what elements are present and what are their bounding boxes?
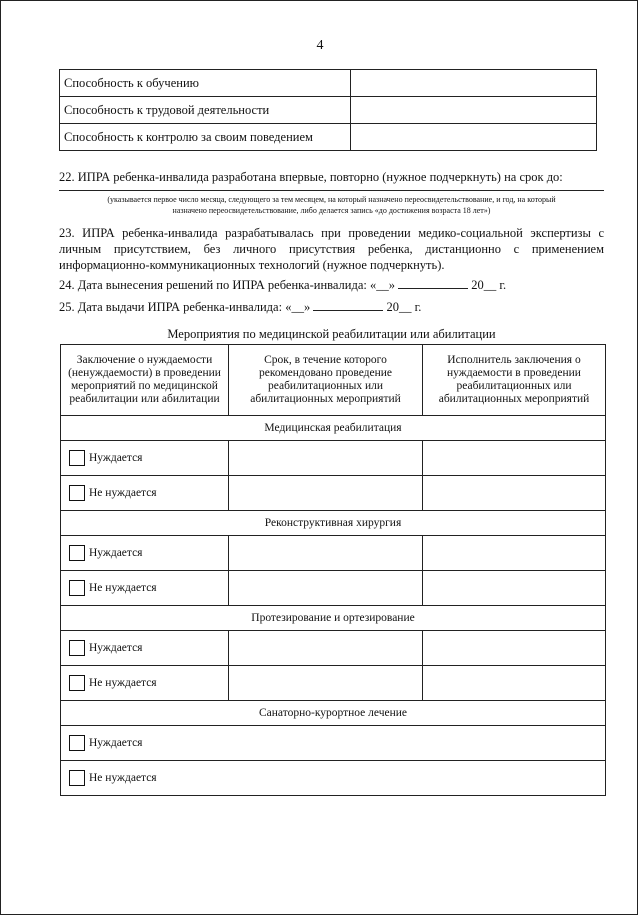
checkbox[interactable] <box>69 770 85 786</box>
item-24 <box>59 276 604 293</box>
option-cell <box>61 476 229 511</box>
section-heading: Реконструктивная хирургия <box>61 511 606 536</box>
option-label: Нуждается <box>89 642 143 654</box>
option-cell <box>61 571 229 606</box>
option-label: Нуждается <box>89 547 143 559</box>
table-row <box>61 726 606 761</box>
executor-field[interactable] <box>423 536 606 571</box>
item-25 <box>59 298 604 315</box>
table-row <box>61 536 606 571</box>
item-25-year-suffix: г. <box>414 300 422 314</box>
option-label: Нуждается <box>89 452 143 464</box>
item-22-note-line1: (указывается первое число месяца, следующего за тем месяцем, на который назначено переосвидетельствование, и год, на который <box>107 195 556 204</box>
option-cell <box>61 536 229 571</box>
term-field[interactable] <box>229 571 423 606</box>
item-22-text: 22. ИПРА ребенка-инвалида разработана впервые, повторно (нужное подчеркнуть) на срок до: <box>59 170 563 184</box>
column-header-term: Срок, в течение которого рекомендовано проведение реабилитационных или абилитационных мероприятий <box>229 345 423 416</box>
abilities-table <box>59 69 597 151</box>
executor-field[interactable] <box>423 631 606 666</box>
checkbox[interactable] <box>69 545 85 561</box>
option-label: Не нуждается <box>89 677 157 689</box>
section-heading: Санаторно-курортное лечение <box>61 701 606 726</box>
section-row <box>61 606 606 631</box>
table-row <box>60 97 597 124</box>
table-row <box>61 571 606 606</box>
item-22-note-line2: назначено переосвидетельствование, либо делается запись «до достижения возраста 18 лет») <box>172 206 491 215</box>
item-24-year-prefix: 20__ <box>471 278 497 292</box>
table-row <box>61 476 606 511</box>
term-field[interactable] <box>229 666 423 701</box>
term-field[interactable] <box>229 631 423 666</box>
ability-label: Способность к контролю за своим поведением <box>60 124 351 151</box>
table-row <box>61 631 606 666</box>
item-23-text: 23. ИПРА ребенка-инвалида разрабатывалась при проведении медико-социальной экспертизы с личным присутствием, без личного присутствия ребенка, дистанционно с применением информационно-коммуникационных технологий (нужное подчеркнуть). <box>59 226 604 272</box>
option-label: Не нуждается <box>89 772 157 784</box>
page-number: 4 <box>316 38 324 53</box>
section-row <box>61 416 606 441</box>
item-25-year-prefix: 20__ <box>386 300 412 314</box>
ability-value-field[interactable] <box>351 124 597 151</box>
section-heading: Медицинская реабилитация <box>61 416 606 441</box>
checkbox[interactable] <box>69 675 85 691</box>
ability-value-field[interactable] <box>351 97 597 124</box>
ability-label: Способность к обучению <box>60 70 351 97</box>
item-24-year-suffix: г. <box>499 278 507 292</box>
option-cell <box>61 631 229 666</box>
item-24-month-field[interactable] <box>398 276 468 289</box>
section-row <box>61 511 606 536</box>
term-field[interactable] <box>229 476 423 511</box>
column-header-conclusion: Заключение о нуждаемости (ненуждаемости) в проведении мероприятий по медицинской реабилитации или абилитации <box>61 345 229 416</box>
ability-value-field[interactable] <box>351 70 597 97</box>
item-24-text: 24. Дата вынесения решений по ИПРА ребенка-инвалида: «__» <box>59 278 395 292</box>
executor-field[interactable] <box>423 476 606 511</box>
table-row <box>61 441 606 476</box>
checkbox[interactable] <box>69 580 85 596</box>
table-row <box>60 70 597 97</box>
table-row <box>61 761 606 796</box>
table-row <box>60 124 597 151</box>
section-title: Мероприятия по медицинской реабилитации или абилитации <box>167 327 496 341</box>
option-cell <box>61 666 229 701</box>
checkbox[interactable] <box>69 640 85 656</box>
checkbox[interactable] <box>69 450 85 466</box>
option-cell <box>61 726 606 761</box>
ability-label: Способность к трудовой деятельности <box>60 97 351 124</box>
header-row <box>61 345 606 416</box>
rehab-table <box>60 344 606 796</box>
executor-field[interactable] <box>423 666 606 701</box>
option-label: Нуждается <box>89 737 143 749</box>
executor-field[interactable] <box>423 441 606 476</box>
term-field[interactable] <box>229 536 423 571</box>
checkbox[interactable] <box>69 485 85 501</box>
checkbox[interactable] <box>69 735 85 751</box>
item-25-text: 25. Дата выдачи ИПРА ребенка-инвалида: «__» <box>59 300 311 314</box>
section-row <box>61 701 606 726</box>
section-heading: Протезирование и ортезирование <box>61 606 606 631</box>
option-cell <box>61 761 606 796</box>
executor-field[interactable] <box>423 571 606 606</box>
option-label: Не нуждается <box>89 582 157 594</box>
option-label: Не нуждается <box>89 487 157 499</box>
item-22-blank-line[interactable] <box>59 190 604 191</box>
table-row <box>61 666 606 701</box>
column-header-executor: Исполнитель заключения о нуждаемости в проведении реабилитационных или абилитационных мероприятий <box>423 345 606 416</box>
option-cell <box>61 441 229 476</box>
item-25-month-field[interactable] <box>313 298 383 311</box>
term-field[interactable] <box>229 441 423 476</box>
